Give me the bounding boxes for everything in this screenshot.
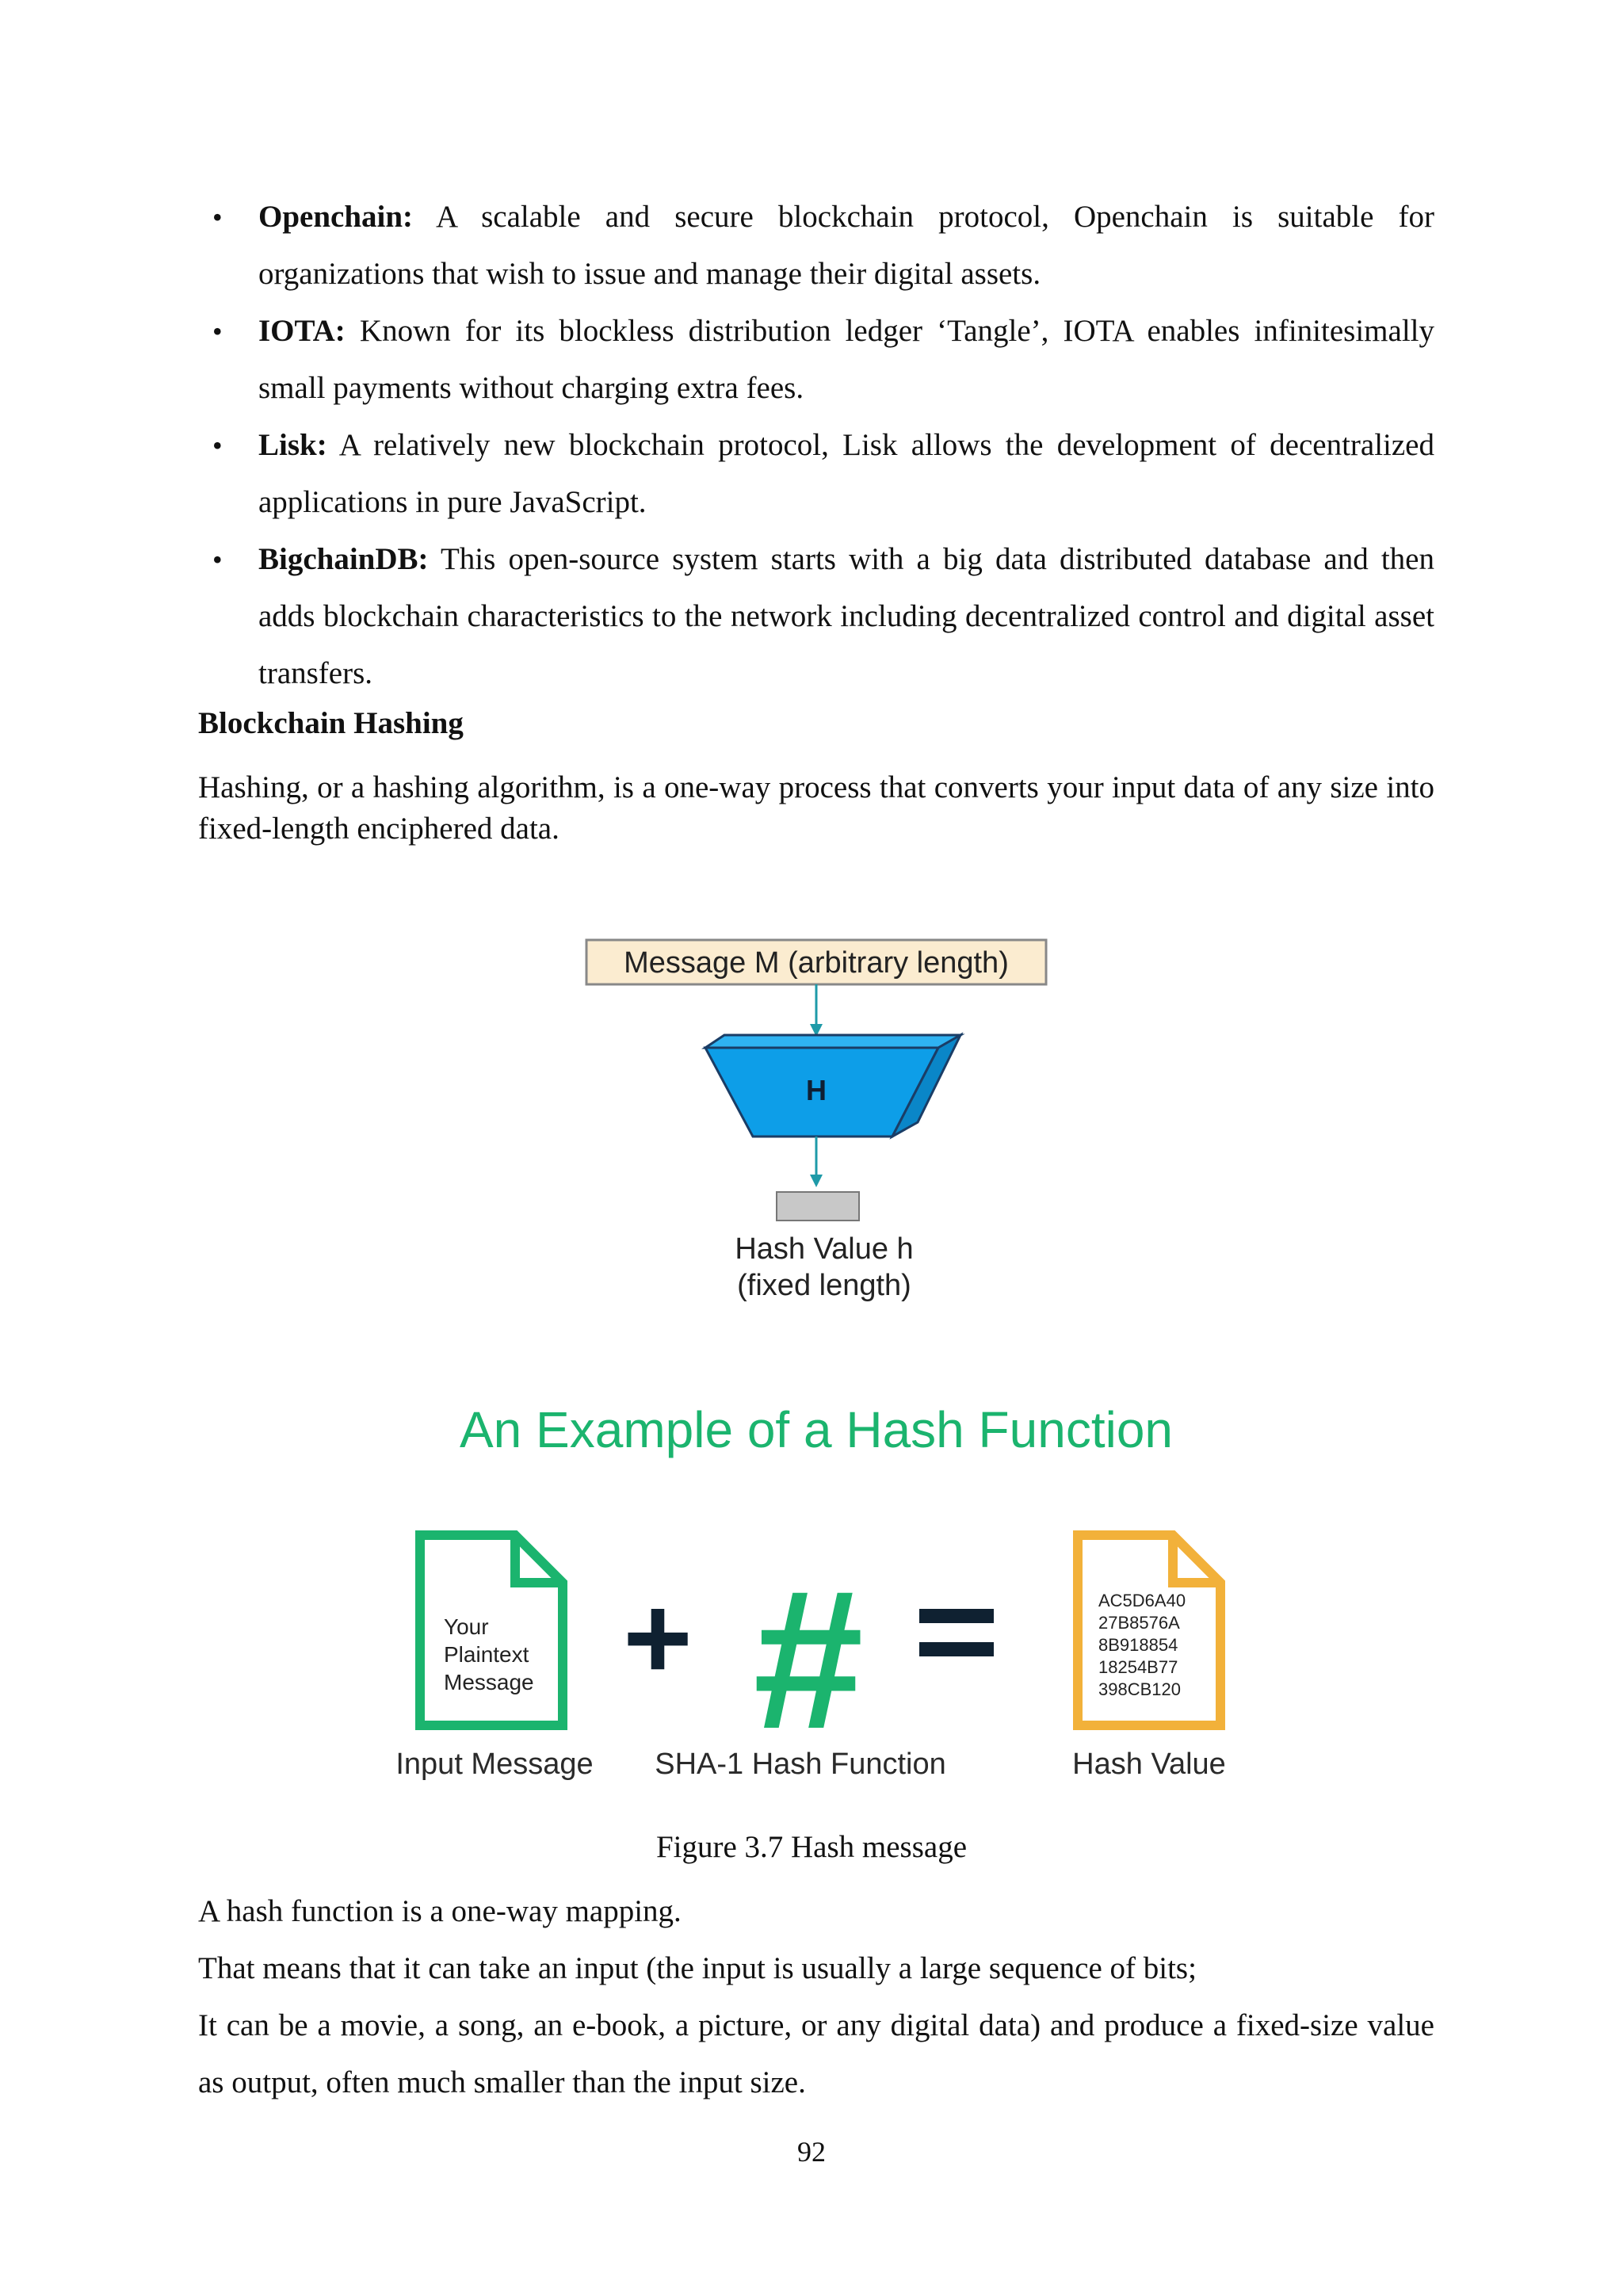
- section-heading: Blockchain Hashing: [198, 706, 464, 740]
- bullet-text: Known for its blockless distribution ledger ‘Tangle’, IOTA enables infinitesimally small payments without charging extra fees.: [258, 314, 1434, 405]
- output-label-line1: Hash Value h: [735, 1232, 914, 1266]
- bullet-dot-icon: •: [212, 315, 223, 347]
- body-line: That means that it can take an input (the input is usually a large sequence of bits;: [198, 1951, 1197, 1985]
- bullet-text: A relatively new blockchain protocol, Lisk allows the development of decentralized applications in pure JavaScript.: [258, 428, 1434, 519]
- hash-symbol-icon: #: [753, 1549, 864, 1770]
- message-label: Message M (arbitrary length): [624, 946, 1009, 980]
- bullet-term: BigchainDB:: [258, 542, 429, 576]
- input-document-icon: [420, 1535, 563, 1725]
- input-doc-line: Message: [444, 1670, 534, 1694]
- equals-icon-bottom: [919, 1642, 994, 1656]
- hash-output-block: [777, 1192, 859, 1221]
- body-line: A hash function is a one-way mapping.: [198, 1894, 682, 1928]
- bullet-text: This open-source system starts with a big data distributed database and then adds blockchain characteristics to the network including decentralized control and digital asset transfers.: [258, 542, 1434, 690]
- body-line: It can be a movie, a song, an e-book, a picture, or any digital data) and produce a fixed-size value as output, often much smaller than the input size.: [198, 2008, 1434, 2099]
- plus-icon: +: [623, 1571, 693, 1704]
- bullet-item-openchain: [198, 189, 1434, 303]
- function-label: H: [806, 1074, 827, 1106]
- bullet-text: A scalable and secure blockchain protocol, Openchain is suitable for organizations that wish to issue and manage their digital assets.: [258, 200, 1434, 291]
- arrow-head-bottom-icon: [810, 1175, 823, 1187]
- intro-paragraph: Hashing, or a hashing algorithm, is a one-way process that converts your input data of any size into fixed-length enciphered data.: [198, 770, 1434, 846]
- hash-doc-line: 27B8576A: [1098, 1613, 1180, 1633]
- bullet-item-iota: [198, 303, 1434, 417]
- hash-doc-line: 398CB120: [1098, 1679, 1181, 1699]
- input-doc-line: Your: [444, 1614, 489, 1639]
- hash-doc-line: 18254B77: [1098, 1657, 1178, 1677]
- hash-doc-line: AC5D6A40: [1098, 1591, 1186, 1610]
- input-caption: Input Message: [395, 1748, 594, 1781]
- bullet-dot-icon: •: [212, 430, 223, 461]
- bullet-dot-icon: •: [212, 544, 223, 575]
- body-text: [198, 1883, 1434, 2111]
- hash-example-diagram: [380, 1395, 1252, 1807]
- figure-caption: Figure 3.7 Hash message: [655, 1830, 968, 1864]
- function-caption: SHA-1 Hash Function: [655, 1748, 946, 1781]
- bullet-term: IOTA:: [258, 314, 346, 348]
- bullet-item-lisk: [198, 417, 1434, 531]
- equals-icon-top: [919, 1609, 994, 1623]
- example-title: An Example of a Hash Function: [459, 1401, 1174, 1458]
- bullet-term: Lisk:: [258, 428, 327, 462]
- funnel-top-face: [705, 1035, 960, 1048]
- hash-flow-diagram: [555, 927, 1109, 1316]
- input-doc-line: Plaintext: [444, 1642, 529, 1667]
- bullet-dot-icon: •: [212, 201, 223, 233]
- bullet-item-bigchaindb: [198, 531, 1434, 702]
- output-label-line2: (fixed length): [737, 1269, 911, 1302]
- hash-doc-line: 8B918854: [1098, 1635, 1178, 1655]
- bullet-list: [198, 189, 1434, 702]
- output-caption: Hash Value: [1072, 1748, 1226, 1781]
- page-number: 92: [797, 2136, 826, 2168]
- bullet-term: Openchain:: [258, 200, 414, 234]
